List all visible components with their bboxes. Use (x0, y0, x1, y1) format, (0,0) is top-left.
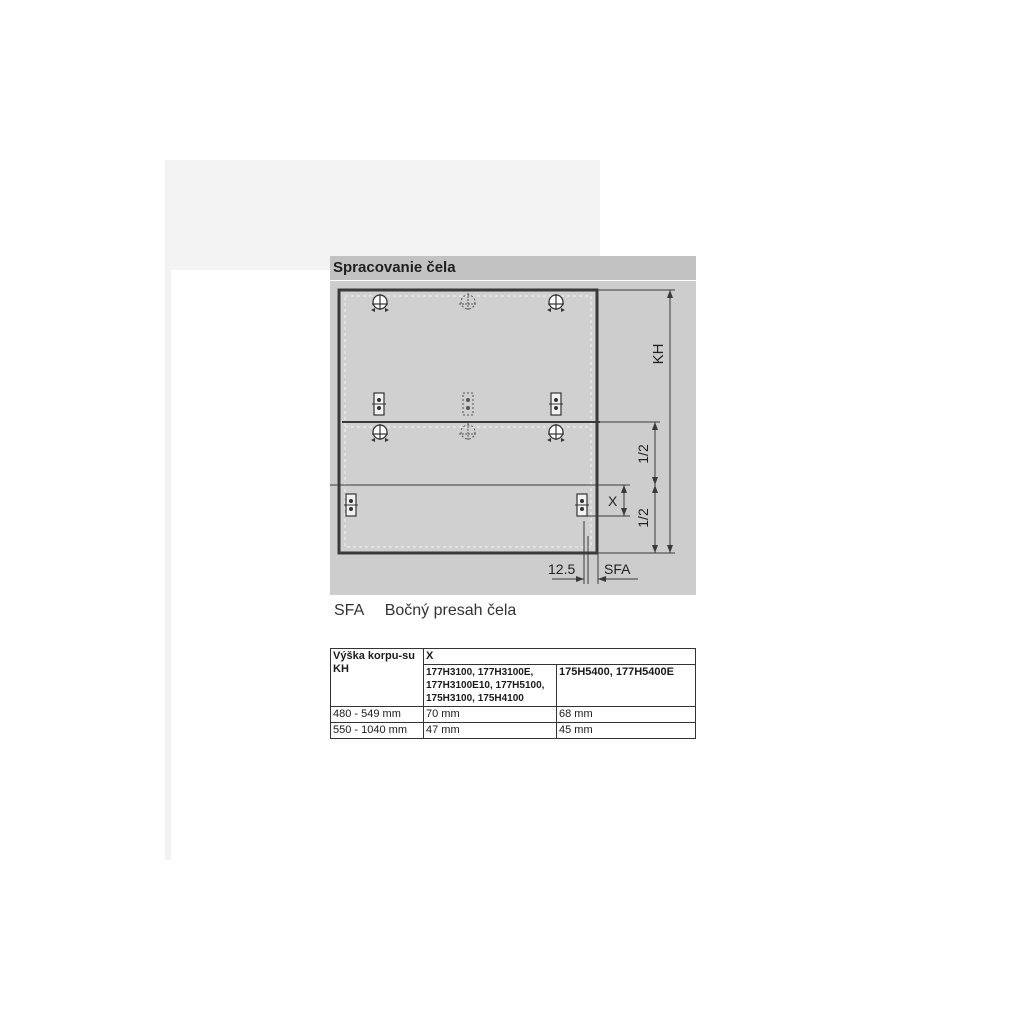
panel-title: Spracovanie čela (333, 259, 456, 276)
legend (334, 602, 516, 620)
background-artifact (170, 160, 600, 270)
table-cell-range: 480 - 549 mm (331, 707, 424, 723)
legend-text: Bočný presah čela (384, 602, 517, 619)
subheader-group-a: 177H3100, 177H3100E, 177H3100E10, 177H5100, 175H3100, 175H4100 (424, 665, 557, 707)
side-fitting-icon (575, 494, 589, 516)
background-artifact (165, 160, 171, 860)
subheader-group-b: 175H5400, 177H5400E (557, 665, 696, 707)
kh-arrow-bottom (667, 545, 673, 553)
table-cell-a: 47 mm (424, 723, 557, 739)
table-cell-b: 68 mm (557, 707, 696, 723)
spec-table (330, 648, 696, 739)
half-arrow-mid-up (652, 477, 658, 485)
header-cabinet-height: Výška korpu-su KH (331, 649, 424, 707)
header-x: X (424, 649, 696, 665)
x-label: X (608, 493, 618, 509)
table-cell-b: 45 mm (557, 723, 696, 739)
front-fitting-icon (372, 393, 386, 415)
table-row (331, 707, 696, 723)
half-arrow-bottom (652, 545, 658, 553)
half-arrow-top (652, 422, 658, 430)
x-arrow-bottom (621, 508, 627, 516)
table-cell-range: 550 - 1040 mm (331, 723, 424, 739)
kh-arrow-top (667, 290, 673, 298)
half-label-bottom: 1/2 (635, 508, 651, 528)
front-drilling-diagram (330, 256, 696, 595)
kh-label: KH (650, 343, 667, 365)
front-fitting-icon (549, 393, 563, 415)
front-processing-panel (330, 256, 696, 595)
table-header-row (331, 649, 696, 665)
dim-12-5-arrow (576, 576, 584, 582)
table-cell-a: 70 mm (424, 707, 557, 723)
legend-abbr: SFA (334, 602, 365, 619)
side-fitting-icon (344, 494, 358, 516)
dim-12-5-label: 12.5 (548, 561, 576, 577)
x-arrow-top (621, 485, 627, 493)
half-arrow-mid-down (652, 485, 658, 493)
half-label-top: 1/2 (635, 444, 651, 464)
table-row (331, 723, 696, 739)
dim-sfa-label: SFA (604, 561, 631, 577)
